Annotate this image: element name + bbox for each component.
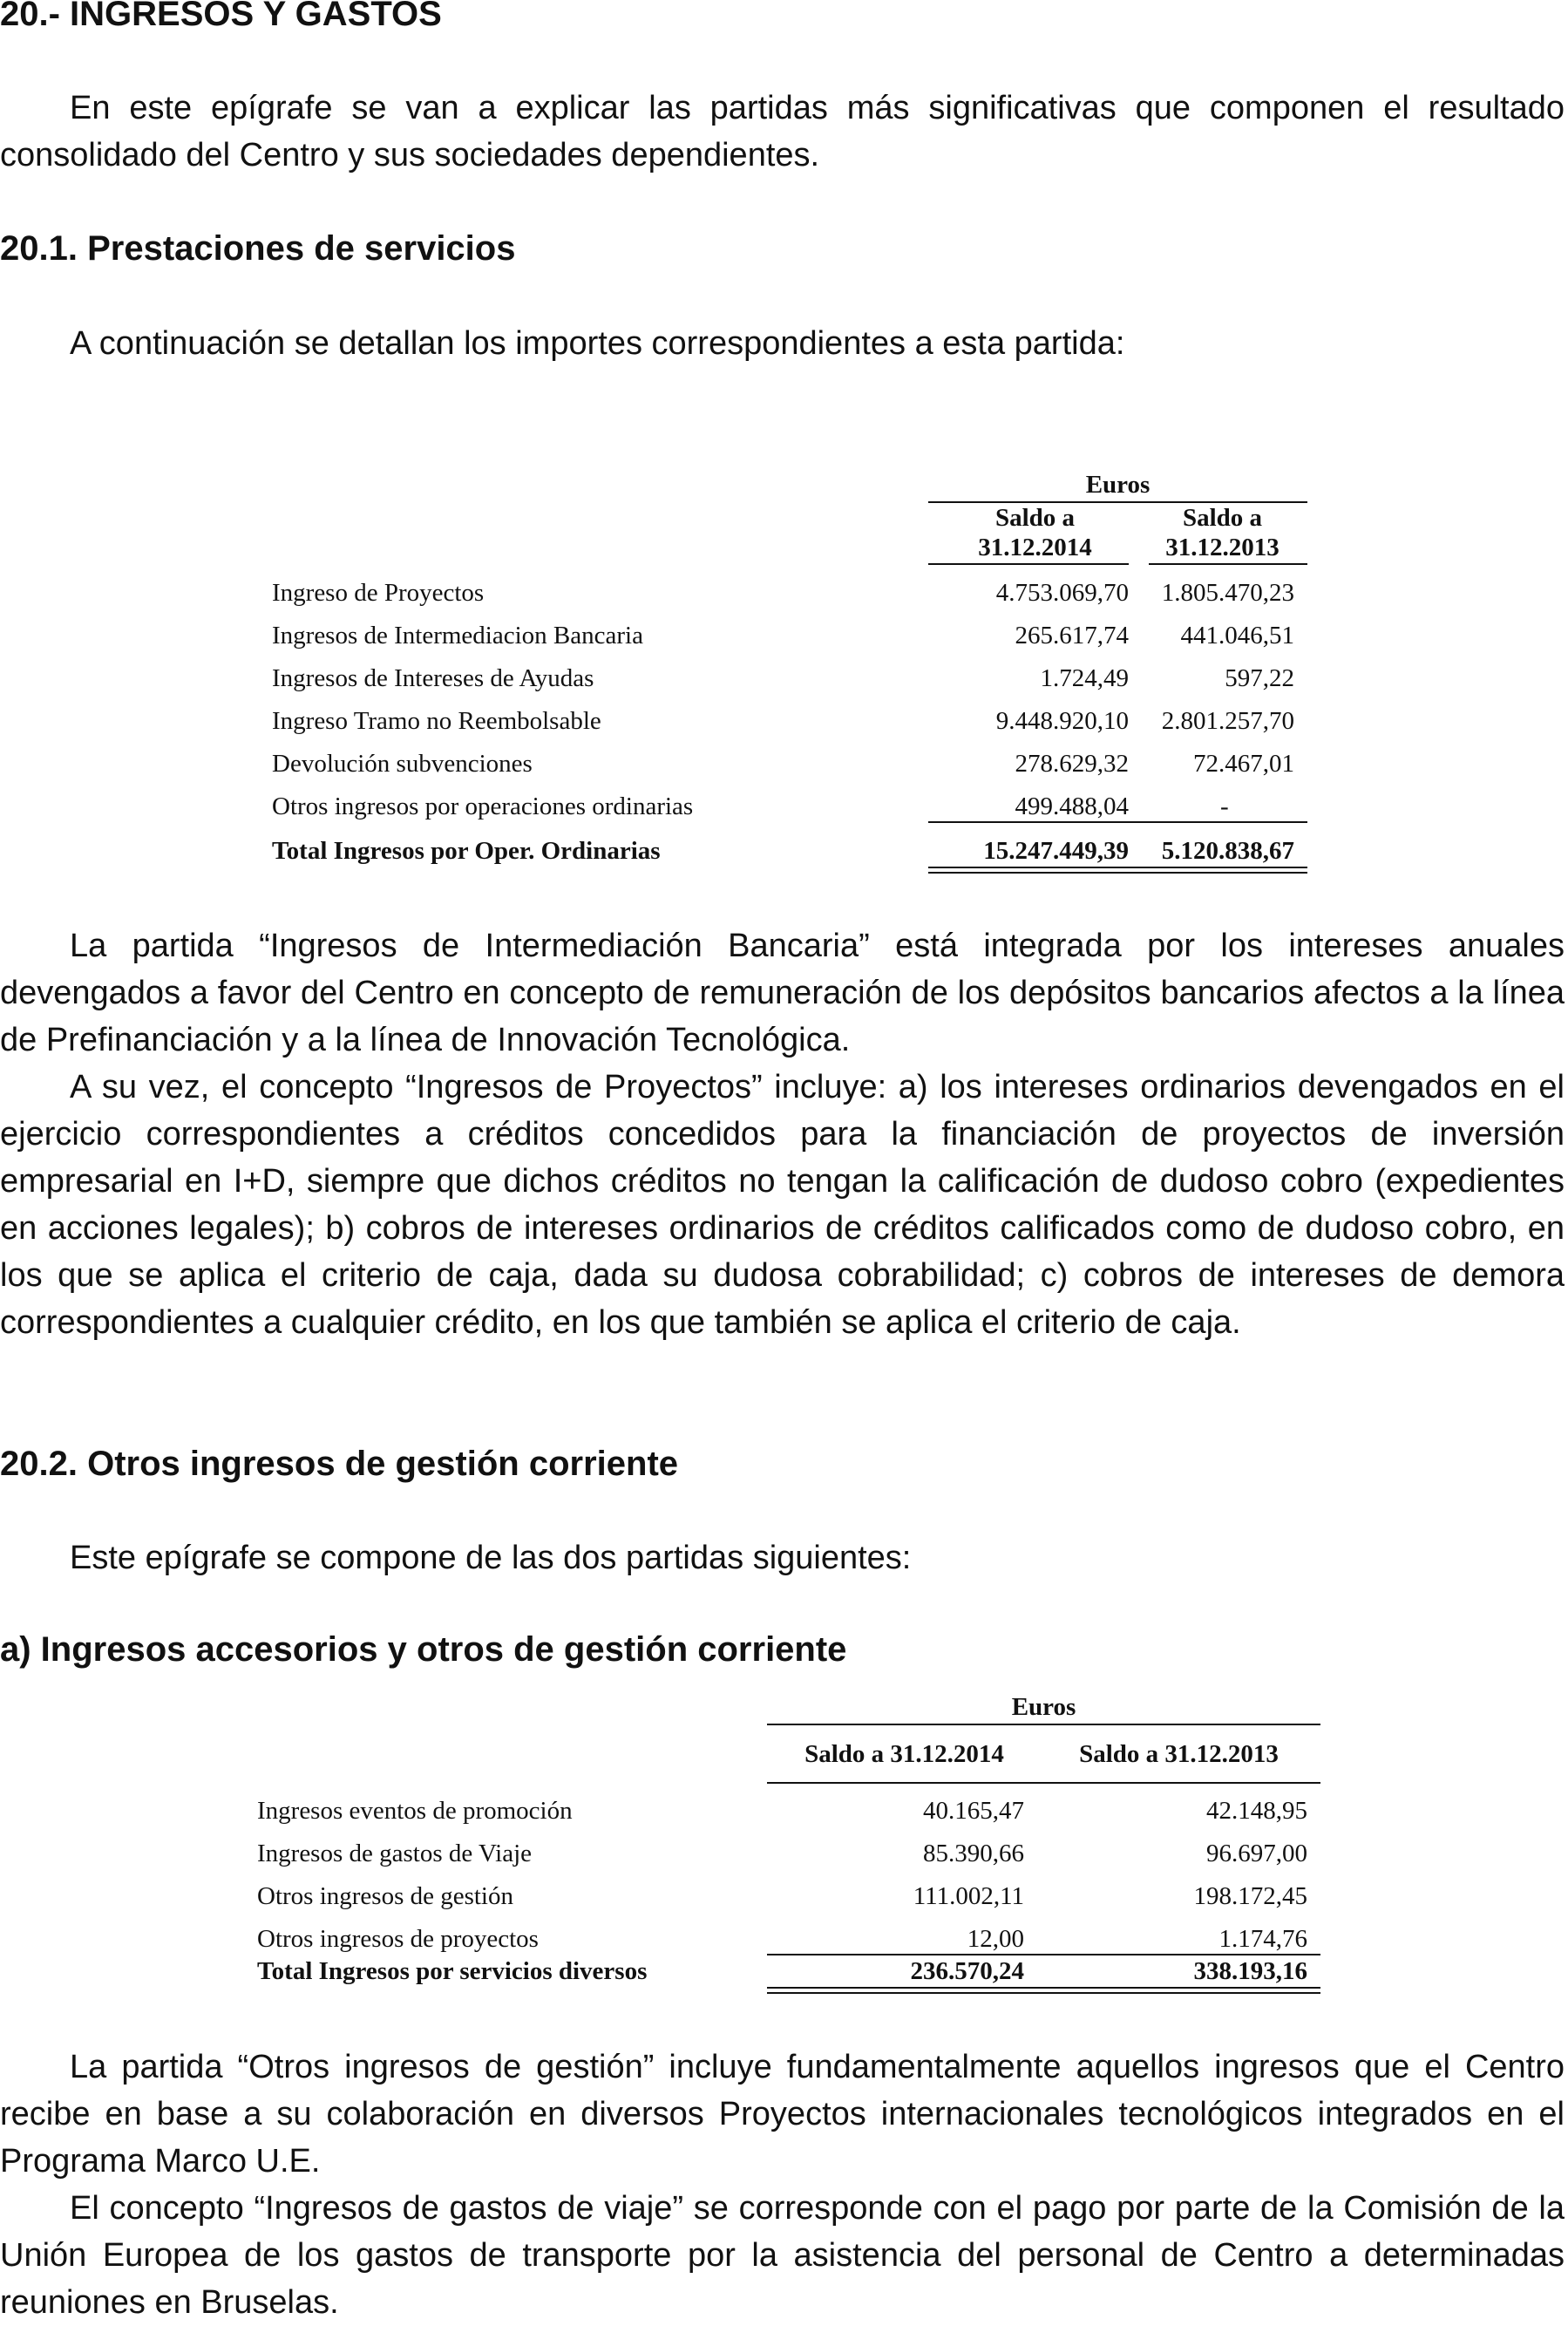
table1-row-value-2014: 499.488,04 bbox=[1015, 792, 1129, 820]
table2-row-label: Ingresos de gastos de Viaje bbox=[257, 1840, 533, 1867]
table2-col2-header: Saldo a 31.12.2013 bbox=[1079, 1740, 1279, 1768]
paragraph-otros-ingresos: La partida “Otros ingresos de gestión” incluye fundamentalmente aquellos ingresos que el Centro recibe en base a su colaboración en diversos Proyectos internacionales tecnológicos integrados en el Programa Marco U.E. bbox=[0, 2049, 1565, 2180]
table1-group-header: Euros bbox=[1085, 471, 1151, 499]
subsection-title-20-2: 20.2. Otros ingresos de gestión corriente bbox=[0, 1445, 679, 1483]
table1-row-value-2013: 72.467,01 bbox=[1193, 750, 1294, 778]
table1-row-value-2013: 441.046,51 bbox=[1180, 622, 1294, 650]
section-intro: En este epígrafe se van a explicar las partidas más significativas que componen el resultado consolidado del Centro y sus sociedades dependientes. bbox=[0, 90, 1565, 173]
subsection-intro-20-1: A continuación se detallan los importes correspondientes a esta partida: bbox=[70, 325, 1125, 362]
table2-row-value-2014: 85.390,66 bbox=[923, 1840, 1024, 1867]
table2-row-value-2013: 42.148,95 bbox=[1206, 1797, 1307, 1825]
table1-row-label: Devolución subvenciones bbox=[272, 750, 533, 778]
table1-row-value-2014: 278.629,32 bbox=[1015, 750, 1129, 778]
table1-col2-line2: 31.12.2013 bbox=[1165, 534, 1280, 561]
table2-header-rule bbox=[767, 1724, 1320, 1725]
table2-row-label: Ingresos eventos de promoción bbox=[257, 1797, 573, 1825]
table2-row-value-2013: 198.172,45 bbox=[1193, 1882, 1307, 1910]
table2-row-label: Otros ingresos de proyectos bbox=[257, 1925, 539, 1953]
table1-col1-line2: 31.12.2014 bbox=[978, 534, 1092, 561]
table2-total-value-2013: 338.193,16 bbox=[1193, 1957, 1307, 1985]
paragraph-proyectos: A su vez, el concepto “Ingresos de Proyectos” incluye: a) los intereses ordinarios devengados en el ejercicio correspondientes a créditos concedidos para la financiación de proyectos de inversión empresarial en I+D, siempre que dichos créditos no tengan la calificación de dudoso cobro (expedientes en acciones legales); b) cobros de intereses ordinarios de créditos calificados como de dudoso cobro, en los que se aplica el criterio de caja, dada su dudosa cobrabilidad; c) cobros de intereses de demora correspondientes a cualquier crédito, en los que también se aplica el criterio de caja. bbox=[0, 1069, 1565, 1341]
table2-total-label: Total Ingresos por servicios diversos bbox=[257, 1957, 648, 1985]
table1-row-label: Ingreso de Proyectos bbox=[272, 579, 485, 607]
table2-total-rule-1 bbox=[767, 1987, 1320, 1989]
table2-col1-header: Saldo a 31.12.2014 bbox=[804, 1740, 1004, 1768]
table1-total-value-2013: 5.120.838,67 bbox=[1161, 837, 1294, 865]
table1-row-value-2013: 597,22 bbox=[1225, 664, 1294, 692]
table1-row-value-2013: 2.801.257,70 bbox=[1161, 707, 1294, 735]
table1-row-label: Ingreso Tramo no Reembolsable bbox=[272, 707, 601, 735]
table1-row-value-2014: 1.724,49 bbox=[1040, 664, 1129, 692]
table2-row-value-2014: 40.165,47 bbox=[923, 1797, 1024, 1825]
table1-row-label: Ingresos de Intereses de Ayudas bbox=[272, 664, 594, 692]
table1-total-value-2014: 15.247.449,39 bbox=[983, 837, 1129, 865]
table2-group-header: Euros bbox=[1011, 1693, 1076, 1721]
table2-subtotal-rule bbox=[767, 1954, 1320, 1955]
table2-row-label: Otros ingresos de gestión bbox=[257, 1882, 513, 1910]
paragraph-gastos-viaje: El concepto “Ingresos de gastos de viaje” se corresponde con el pago por parte de la Comisión de la Unión Europea de los gastos de transporte por la asistencia del personal de Centro a determinadas reuniones en Bruselas. bbox=[0, 2190, 1565, 2321]
table2-row-value-2013: 96.697,00 bbox=[1206, 1840, 1307, 1867]
table2-total-rule-2 bbox=[767, 1992, 1320, 1994]
table1-col2-line1: Saldo a bbox=[1182, 504, 1263, 532]
table1-row-label: Ingresos de Intermediacion Bancaria bbox=[272, 622, 643, 650]
table1-row-value-2014: 4.753.069,70 bbox=[995, 579, 1129, 607]
subsection-intro-20-2: Este epígrafe se compone de las dos partidas siguientes: bbox=[70, 1540, 912, 1576]
section-title: 20.- INGRESOS Y GASTOS bbox=[0, 0, 442, 33]
table2-col-rule bbox=[767, 1782, 1320, 1784]
table1-total-label: Total Ingresos por Oper. Ordinarias bbox=[272, 837, 661, 865]
table1-row-value-2014: 265.617,74 bbox=[1015, 622, 1129, 650]
table2-row-value-2013: 1.174,76 bbox=[1218, 1925, 1307, 1953]
subheading-a: a) Ingresos accesorios y otros de gestión corriente bbox=[0, 1630, 847, 1669]
paragraph-intermediacion: La partida “Ingresos de Intermediación Bancaria” está integrada por los intereses anuales devengados a favor del Centro en concepto de remuneración de los depósitos bancarios afectos a la línea de Prefinanciación y a la línea de Innovación Tecnológica. bbox=[0, 928, 1565, 1058]
subsection-title-20-1: 20.1. Prestaciones de servicios bbox=[0, 229, 516, 268]
table1-row-value-2014: 9.448.920,10 bbox=[995, 707, 1129, 735]
table1-col1-line1: Saldo a bbox=[994, 504, 1076, 532]
table1-row-value-2013: 1.805.470,23 bbox=[1161, 579, 1294, 607]
table2-row-value-2014: 111.002,11 bbox=[913, 1882, 1024, 1910]
table2-row-value-2014: 12,00 bbox=[967, 1925, 1024, 1953]
table1-row-label: Otros ingresos por operaciones ordinarias bbox=[272, 792, 694, 820]
table2-total-value-2014: 236.570,24 bbox=[910, 1957, 1024, 1985]
table1-row-value-2013: - bbox=[1220, 792, 1229, 820]
